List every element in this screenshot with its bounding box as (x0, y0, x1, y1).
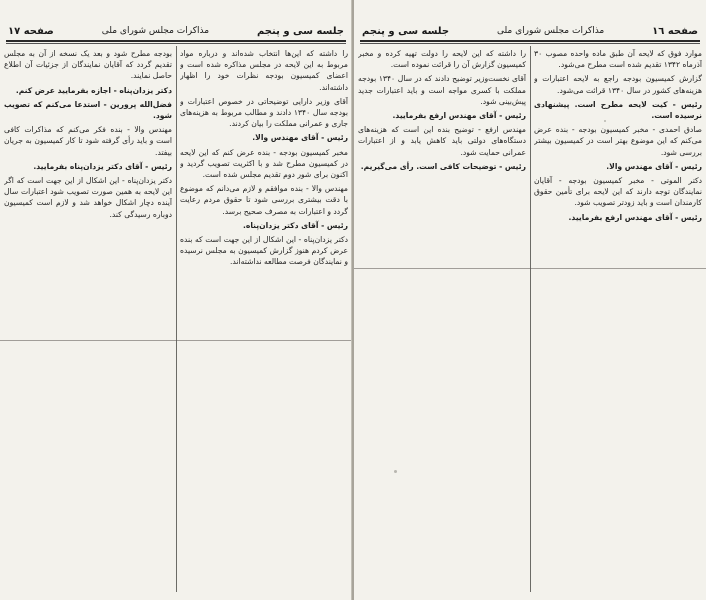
right-session-label: جلسه سی و پنجم (362, 25, 450, 37)
paragraph: را داشته که این لایحه را دولت تهیه کرده و مخبر کمیسیون گزارش آن را قرائت نموده است. (358, 49, 526, 70)
left-page-title: مذاکرات مجلس شورای ملی (101, 26, 210, 36)
speaker-line: فضل‌الله پرورین - استدعا می‌کنم که تصویب شود. (4, 99, 172, 121)
right-page-column-right (534, 48, 702, 592)
paragraph: آقای وزیر دارایی توضیحاتی در خصوص اعتبارات و بودجه سال ۱۳۴۰ دادند و مطالب مربوط به هزینه‌های جاری و عمرانی مملکت را بیان کردند. (180, 96, 348, 129)
speaker-line: رئیس - آقای مهندس ارفع بفرمایید. (568, 212, 702, 222)
left-page-column-left (4, 48, 172, 592)
speaker-line: رئیس - آقای مهندس والا. (606, 161, 702, 171)
paragraph: مهندس والا - بنده فکر می‌کنم که مذاکرات کافی است و باید رأی گرفته شود تا کار کمیسیون به جریان بیفتد. (4, 125, 172, 157)
left-header-rule-thin (6, 43, 346, 44)
right-header-rule (360, 40, 700, 42)
paragraph: دکتر یزدان‌پناه - این اشکال از این جهت است که بنده عرض کردم هنوز گزارش کمیسیون به مجلس نرسیده و نمایندگان فرصت مطالعه نداشته‌اند. (180, 235, 348, 267)
paragraph: مهندس والا - بنده موافقم و لازم می‌دانم که موضوع با دقت بیشتری بررسی شود تا حقوق مردم رعایت گردد و اعتبارات به مصرف صحیح برسد. (180, 184, 348, 216)
speaker-line: رئیس - آقای دکتر یزدان‌پناه بفرمایید. (33, 161, 172, 171)
paragraph: را داشته که این‌ها انتخاب شده‌اند و درباره مواد مربوط به این لایحه در مجلس مذاکره شده است و اعضای کمیسیون بودجه نظرات خود را اظهار داشته‌اند. (180, 49, 348, 92)
paragraph: مهندس ارفع - توضیح بنده این است که هزینه‌های دستگاه‌های دولتی باید کاهش یابد و از اعتبارات عمرانی حمایت شود. (358, 125, 526, 157)
paragraph: صادق احمدی - مخبر کمیسیون بودجه - بنده عرض می‌کنم که این موضوع بهتر است در کمیسیون بیشتر بررسی شود. (534, 125, 702, 157)
right-page-column-left (358, 48, 526, 592)
speaker-line: رئیس - توضیحات کافی است. رأی می‌گیریم. (360, 161, 526, 171)
scan-speck (394, 470, 397, 473)
speaker-line: رئیس - کیت لایحه مطرح است. پیشنهادی نرسیده است. (534, 99, 702, 121)
paragraph: مخبر کمیسیون بودجه - بنده عرض کنم که این لایحه در کمیسیون مطرح شد و با اکثریت تصویب گردید و اکنون برای شور دوم تقدیم مجلس شده است. (180, 147, 348, 180)
paragraph: دکتر یزدان‌پناه - این اشکال از این جهت است که اگر این لایحه به همین صورت تصویب شود اعتبارات سال آینده دچار اشکال خواهد شد و لازم است کمیسیون دوباره رسیدگی کند. (4, 176, 172, 219)
paragraph: آقای نخست‌وزیر توضیح دادند که در سال ۱۳۴۰ بودجه مملکت با کسری مواجه است و باید اعتبارات جدید پیش‌بینی شود. (358, 74, 526, 106)
paragraph: دکتر الموتی - مخبر کمیسیون بودجه - آقایان نمایندگان توجه دارند که این لایحه برای تأمین حقوق کارمندان است و باید زودتر تصویب شود. (534, 176, 702, 208)
scan-speck (604, 120, 606, 122)
paragraph: موارد فوق که لایحه آن طبق ماده واحده مصوب ۳۰ آذرماه ۱۳۴۲ تقدیم شده است مطرح می‌شود. (534, 49, 702, 70)
right-column-divider (530, 46, 531, 592)
left-page-column-right (180, 48, 348, 592)
paragraph: گزارش کمیسیون بودجه راجع به لایحه اعتبارات و هزینه‌های کشور در سال ۱۳۴۰ قرائت می‌شود. (534, 74, 702, 95)
left-page-header (8, 22, 344, 40)
left-column-divider (176, 46, 177, 592)
speaker-line: دکتر یزدان‌پناه - اجازه بفرمایید عرض کنم. (15, 85, 172, 95)
speaker-line: رئیس - آقای مهندس ارفع بفرمایید. (392, 111, 526, 121)
left-session-label: جلسه سی و پنجم (256, 25, 344, 37)
scan-artifact-line (354, 268, 706, 269)
right-page-number: صفحه ١٦ (652, 25, 698, 37)
speaker-line: رئیس - آقای دکتر یزدان‌پناه. (242, 220, 348, 230)
right-page-header (362, 22, 698, 40)
left-page-number: صفحه ١٧ (8, 25, 54, 37)
right-header-rule-thin (360, 43, 700, 44)
paragraph: بودجه مطرح شود و بعد یک نسخه از آن به مجلس تقدیم گردد که آقایان نمایندگان از جزئیات آن اطلاع حاصل نمایند. (4, 49, 172, 81)
scan-artifact-line (0, 340, 352, 341)
left-header-rule (6, 40, 346, 42)
left-page (0, 0, 352, 600)
speaker-line: رئیس - آقای مهندس والا. (252, 133, 348, 143)
right-page-title: مذاکرات مجلس شورای ملی (496, 26, 605, 36)
right-page (354, 0, 706, 600)
